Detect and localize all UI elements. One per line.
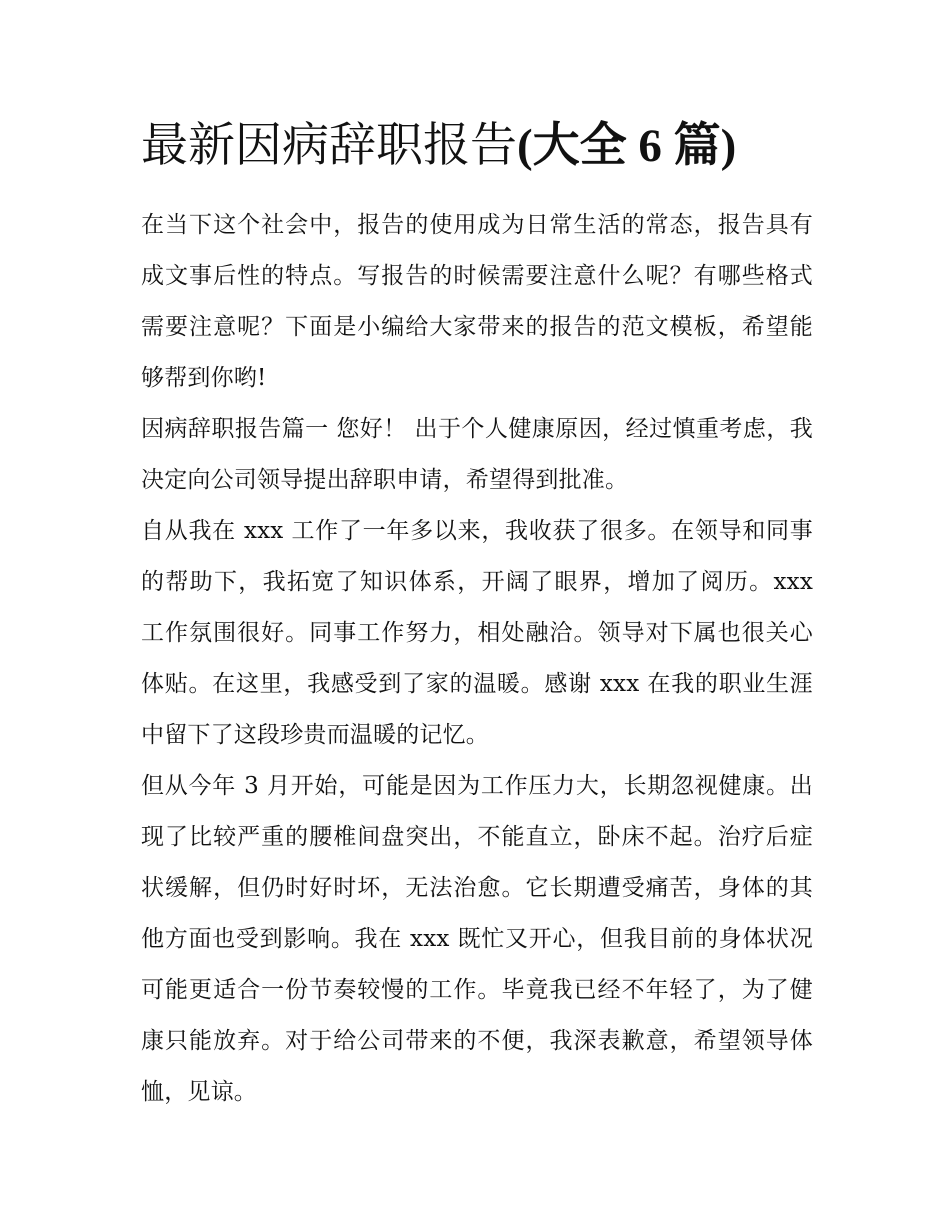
document-body (141, 200, 813, 1118)
title-paren: (大全 6 篇) (517, 120, 737, 172)
paragraph-intro: 在当下这个社会中，报告的使用成为日常生活的常态，报告具有成文事后性的特点。写报告的时候需要注意什么呢？有哪些格式需要注意呢？下面是小编给大家带来的报告的范文模板，希望能够帮到你哟! (141, 212, 813, 391)
document-title (141, 112, 813, 180)
paragraph-health-reason: 但从今年 3 月开始，可能是因为工作压力大，长期忽视健康。出现了比较严重的腰椎间盘突出，不能直立，卧床不起。治疗后症状缓解，但仍时好时坏，无法治愈。它长期遭受痛苦，身体的其他方面也受到影响。我在 xxx 既忙又开心，但我目前的身体状况可能更适合一份节奏较慢的工作。毕竟我已经不年轻了，为了健康只能放弃。对于给公司带来的不便，我深表歉意，希望领导体恤，见谅。 (141, 773, 813, 1105)
document-content (141, 112, 813, 1118)
paragraph-greeting: 因病辞职报告篇一 您好！ 出于个人健康原因，经过慎重考虑，我决定向公司领导提出辞职申请，希望得到批准。 (141, 416, 813, 493)
title-main: 最新因病辞职报告 (141, 118, 517, 173)
paragraph-gratitude: 自从我在 xxx 工作了一年多以来，我收获了很多。在领导和同事的帮助下，我拓宽了知识体系，开阔了眼界，增加了阅历。xxx 工作氛围很好。同事工作努力，相处融洽。领导对下属也很关心体贴。在这里，我感受到了家的温暖。感谢 xxx 在我的职业生涯中留下了这段珍贵而温暖的记忆。 (141, 518, 813, 748)
